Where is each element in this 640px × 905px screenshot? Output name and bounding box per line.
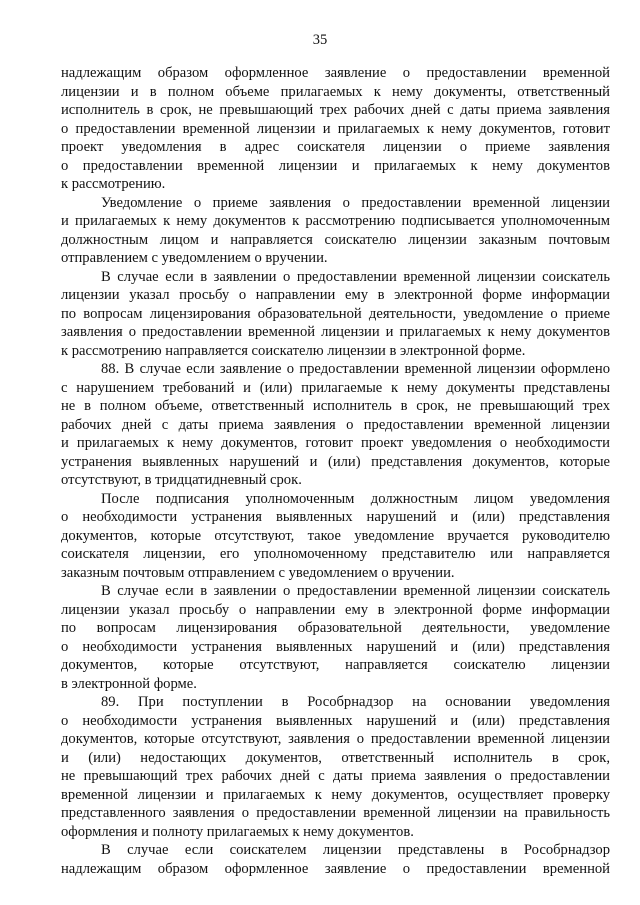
text-line: лицензии указал просьбу о направлении ему в электронной форме информации xyxy=(61,601,610,618)
text-line: и (или) недостающих документов, ответственный исполнитель в срок, xyxy=(61,749,610,766)
text-line: о предоставлении временной лицензии и прилагаемых к нему документов xyxy=(61,157,610,174)
text-line: заказным почтовым отправлением с уведомлением о вручении. xyxy=(61,564,455,581)
text-line: Уведомление о приеме заявления о предоставлении временной лицензии xyxy=(101,194,610,211)
text-line: проект уведомления в адрес соискателя лицензии о приеме заявления xyxy=(61,139,610,155)
text-line: В случае если в заявлении о предоставлении временной лицензии соискатель xyxy=(101,583,610,599)
text-line: не в полном объеме, ответственный исполнитель в срок, не превышающий трех xyxy=(61,398,610,414)
text-line: о предоставлении временной лицензии и прилагаемых к нему документов, готовит xyxy=(61,120,610,137)
text-line: с нарушением требований и (или) прилагаемые к нему документы представлены xyxy=(61,379,610,396)
paragraph xyxy=(61,582,610,693)
text-line: соискателя лицензии, его уполномоченному представителю или направляется xyxy=(61,546,610,562)
text-line: документов, которые отсутствуют, такое уведомление вручается руководителю xyxy=(61,527,610,544)
text-line: рабочих дней с даты приема заявления о предоставлении временной лицензии xyxy=(61,416,610,433)
text-line: документов, которые отсутствуют, направляется соискателю лицензии xyxy=(61,657,610,673)
text-line: После подписания уполномоченным должностным лицом уведомления xyxy=(101,490,610,507)
paragraph xyxy=(61,268,610,361)
text-line: оформления и полноту прилагаемых к нему документов. xyxy=(61,823,414,840)
text-line: заявления о предоставлении временной лицензии и прилагаемых к нему документов xyxy=(61,324,610,340)
text-line: лицензии и в полном объеме прилагаемых к нему документы, ответственный xyxy=(61,83,610,100)
text-line: В случае если в заявлении о предоставлении временной лицензии соискатель xyxy=(101,268,610,285)
text-line: должностным лицом и направляется соискателю лицензии заказным почтовым xyxy=(61,231,610,248)
text-line: В случае если соискателем лицензии представлены в Рособрнадзор xyxy=(101,842,610,858)
text-line: устранения выявленных нарушений и (или) представления документов, которые xyxy=(61,453,610,470)
text-line: о необходимости устранения выявленных нарушений и (или) представления xyxy=(61,509,610,525)
text-line: отсутствуют, в тридцатидневный срок. xyxy=(61,472,302,488)
text-line: исполнитель в срок, не превышающий трех рабочих дней с даты приема заявления xyxy=(61,102,610,118)
document-body xyxy=(61,64,610,878)
text-line: к рассмотрению. xyxy=(61,176,166,192)
text-line: представленного заявления о предоставлении временной лицензии на правильность xyxy=(61,805,610,821)
text-line: о необходимости устранения выявленных нарушений и (или) представления xyxy=(61,712,610,729)
text-line: надлежащим образом оформленное заявление о предоставлении временной xyxy=(61,860,610,877)
paragraph-continuation xyxy=(61,64,610,194)
text-line: временной лицензии и прилагаемых к нему документов, осуществляет проверку xyxy=(61,786,610,803)
text-line: 88. В случае если заявление о предоставлении временной лицензии оформлено xyxy=(101,361,610,377)
text-line: не превышающий трех рабочих дней с даты приема заявления о предоставлении xyxy=(61,768,610,784)
text-line: в электронной форме. xyxy=(61,675,197,692)
text-line: отправлением с уведомлением о вручении. xyxy=(61,250,328,266)
text-line: о необходимости устранения выявленных нарушений и (или) представления xyxy=(61,638,610,655)
text-line: лицензии указал просьбу о направлении ему в электронной форме информации xyxy=(61,287,610,303)
text-line: и прилагаемых к нему документов, готовит проект уведомления о необходимости xyxy=(61,435,610,451)
paragraph xyxy=(61,490,610,583)
text-line: документов, которые отсутствуют, заявления о предоставлении временной лицензии xyxy=(61,731,610,747)
text-line: и прилагаемых к нему документов к рассмотрению подписывается уполномоченным xyxy=(61,213,610,229)
paragraph-item-89 xyxy=(61,693,610,841)
paragraph-item-88 xyxy=(61,360,610,490)
paragraph-continues xyxy=(61,841,610,878)
text-line: по вопросам лицензирования образовательной деятельности, уведомление о приеме xyxy=(61,305,610,322)
text-line: надлежащим образом оформленное заявление о предоставлении временной xyxy=(61,65,610,81)
text-line: 89. При поступлении в Рособрнадзор на основании уведомления xyxy=(101,694,610,710)
paragraph xyxy=(61,194,610,268)
page-number: 35 xyxy=(312,32,328,48)
text-line: по вопросам лицензирования образовательной деятельности, уведомление xyxy=(61,620,610,636)
text-line: к рассмотрению направляется соискателю лицензии в электронной форме. xyxy=(61,342,526,359)
